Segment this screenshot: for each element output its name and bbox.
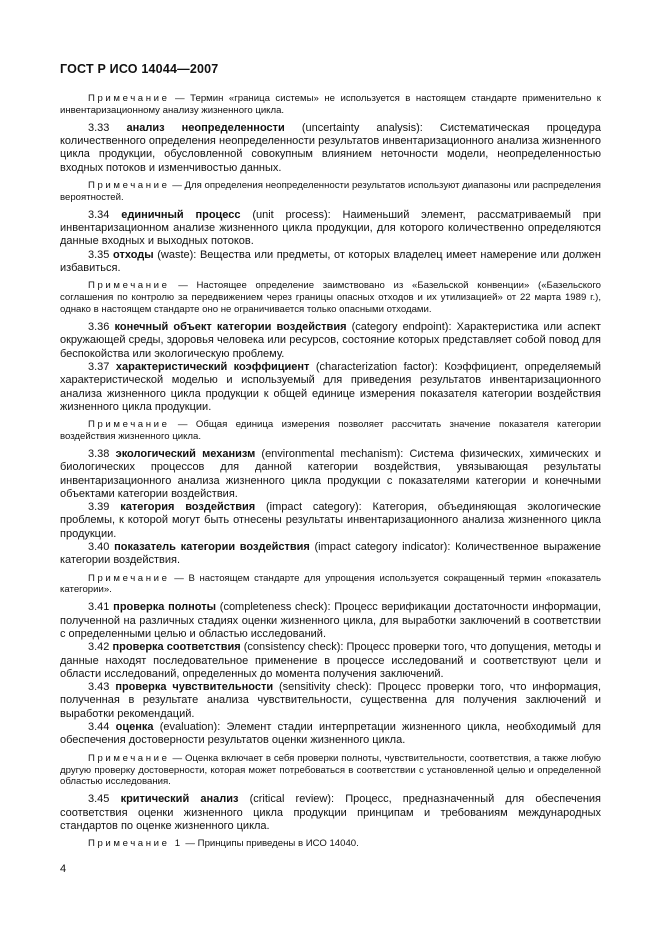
- note-dash: —: [185, 838, 195, 850]
- note-dash: —: [178, 280, 188, 292]
- term-definition-paragraph: [60, 249, 601, 276]
- term-english-equivalent: (uncertainty analysis):: [301, 121, 423, 134]
- term-definition-paragraph: [60, 601, 601, 641]
- note-label: Примечание: [88, 572, 170, 584]
- term-english-equivalent: (impact category indicator):: [314, 540, 451, 553]
- term-english-equivalent: (waste):: [157, 248, 197, 261]
- term-english-equivalent: (evaluation):: [159, 721, 221, 734]
- note-label: Примечание: [88, 280, 170, 292]
- note-text: Принципы приведены в ИСО 14040.: [197, 838, 359, 850]
- term-number: 3.40: [88, 540, 110, 553]
- note-dash: —: [174, 572, 184, 584]
- note-text: Настоящее определение заимствовано из «Базельской конвенции» («Базельского соглашения по контролю за передвижением через границы опасных отходов и их утилизацией» от 22 марта 1989 г.), однако в настоящем стандарте оно не ограничивается только опасными отходами.: [60, 280, 602, 316]
- term-english-equivalent: (impact category):: [265, 501, 362, 514]
- term-title: анализ неопределенности: [126, 121, 285, 134]
- term-title: оценка: [115, 721, 154, 734]
- note-dash: —: [177, 419, 188, 431]
- note-dash: —: [175, 93, 185, 104]
- term-number: 3.43: [88, 681, 110, 694]
- term-definition-paragraph: [60, 681, 601, 721]
- term-title: категория воздействия: [120, 501, 256, 514]
- note-text: Оценка включает в себя проверки полноты, чувствительности, соответствия, а также любую другую проверку достоверности, которая может потребоваться в соответствии с установленной целью и определенной областью исследования.: [60, 752, 601, 788]
- term-title: экологический механизм: [115, 447, 256, 460]
- term-number: 3.45: [88, 793, 110, 806]
- term-number: 3.35: [88, 248, 110, 261]
- term-number: 3.36: [88, 321, 110, 334]
- note-text: В настоящем стандарте для упрощения используется сокращенный термин «показатель категории».: [60, 572, 601, 596]
- term-title: характеристический коэффициент: [115, 360, 310, 373]
- term-number: 3.37: [88, 360, 110, 373]
- term-english-equivalent: (environmental mechanism):: [261, 447, 404, 460]
- term-number: 3.33: [88, 121, 110, 134]
- term-definition-text: Систематическая процедура количественного определения неопределенности результатов инвентаризационного анализа жизненного цикла продукции, обусловленной совокупным влиянием неточности модели, неопределенностью входных потоков и изменчивостью данных.: [60, 121, 601, 174]
- term-definition-paragraph: [60, 321, 601, 361]
- term-definition-text: Процесс проверки того, что допущения, методы и данные находят последовательное применение в процессе исследований и соответствуют цели и области исследований, определенных до момента получения заключений.: [60, 641, 602, 680]
- note-label: Примечание: [88, 752, 170, 764]
- document-header: ГОСТ Р ИСО 14044—2007: [60, 62, 219, 76]
- term-definition-text: Элемент стадии интерпретации жизненного цикла, необходимый для обеспечения достоверности результатов оценки жизненного цикла.: [60, 721, 602, 747]
- note-paragraph: [60, 280, 601, 316]
- term-english-equivalent: (critical review):: [249, 793, 335, 806]
- term-english-equivalent: (characterization factor):: [315, 360, 438, 373]
- term-definition-text: Категория, объединяющая экологические проблемы, к которой могут быть отнесены результаты инвентаризационного анализа жизненного цикла продукции.: [60, 501, 602, 540]
- note-label: Примечание: [88, 180, 170, 191]
- note-label: Примечание 1: [88, 838, 183, 850]
- term-title: единичный процесс: [121, 208, 241, 221]
- term-definition-text: Вещества или предметы, от которых владелец имеет намерение или должен избавиться.: [60, 248, 601, 274]
- term-english-equivalent: (category endpoint):: [351, 321, 452, 334]
- term-definition-paragraph: [60, 793, 601, 833]
- note-paragraph: [60, 838, 601, 850]
- term-number: 3.38: [88, 447, 110, 460]
- term-definition-text: Процесс проверки того, что информация, полученная в результате анализа чувствительности, существенна для получения заключений и выработки рекомендаций.: [60, 681, 602, 720]
- page-number: 4: [60, 863, 67, 876]
- term-title: показатель категории воздействия: [114, 540, 310, 553]
- term-definition-text: Коэффициент, определяемый характеристической моделью и используемый для приведения результатов инвентаризационного анализа жизненного цикла продукции к общей единице измерения показателя категории воздействия жизненного цикла продукции.: [60, 360, 602, 413]
- note-text: Общая единица измерения позволяет рассчитать значение показателя категории воздействия жизненного цикла.: [60, 419, 601, 442]
- term-english-equivalent: (completeness check):: [219, 601, 331, 614]
- term-number: 3.34: [88, 208, 110, 221]
- note-paragraph: [60, 93, 601, 117]
- term-definition-text: Процесс, предназначенный для обеспечения соответствия оценки жизненного цикла продукции принципам и требованиям международных стандартов по оценке жизненного цикла.: [60, 793, 601, 832]
- term-title: проверка чувствительности: [115, 681, 274, 694]
- term-definition-paragraph: [60, 721, 601, 748]
- term-title: отходы: [113, 248, 154, 261]
- note-text: Термин «граница системы» не используется в настоящем стандарте применительно к инвентаризационному анализу жизненного цикла.: [60, 93, 601, 116]
- term-number: 3.44: [88, 721, 110, 734]
- term-definition-paragraph: [60, 209, 601, 249]
- term-title: проверка соответствия: [112, 641, 241, 654]
- note-dash: —: [172, 752, 183, 764]
- note-dash: —: [172, 180, 182, 191]
- note-paragraph: [60, 419, 601, 443]
- term-definition-text: Процесс верификации достаточности информации, полученной на различных стадиях оценки жизненного цикла, для выработки заключений в соответствии с определенными целью и областью исследований.: [60, 601, 602, 640]
- term-english-equivalent: (sensitivity check):: [279, 681, 372, 694]
- term-definition-paragraph: [60, 361, 601, 414]
- term-definition-paragraph: [60, 641, 601, 681]
- note-paragraph: [60, 573, 601, 597]
- term-definition-text: Наименьший элемент, рассматриваемый при инвентаризационном анализе жизненного цикла продукции, для которого количественно определяются данные входных и выходных потоков.: [60, 208, 601, 248]
- term-title: критический анализ: [120, 793, 239, 806]
- term-definition-text: Система физических, химических и биологических процессов для данной категории воздействия, увязывающая результаты инвентаризационного анализа жизненного цикла продукции с показателями категории и конечными объектами категории воздействия.: [60, 447, 601, 500]
- term-definition-paragraph: [60, 501, 601, 541]
- document-body: [60, 93, 601, 850]
- note-label: Примечание: [88, 93, 170, 104]
- term-title: проверка полноты: [113, 601, 217, 614]
- note-paragraph: [60, 753, 601, 789]
- term-definition-paragraph: [60, 541, 601, 568]
- term-definition-paragraph: [60, 122, 601, 175]
- term-title: конечный объект категории воздействия: [114, 321, 347, 334]
- note-paragraph: [60, 180, 601, 204]
- term-english-equivalent: (consistency check):: [243, 641, 344, 654]
- term-number: 3.42: [88, 641, 110, 654]
- term-english-equivalent: (unit process):: [252, 208, 331, 221]
- note-label: Примечание: [88, 419, 170, 431]
- term-number: 3.39: [88, 501, 110, 514]
- term-definition-paragraph: [60, 448, 601, 501]
- term-definition-text: Характеристика или аспект окружающей среды, здоровья человека или ресурсов, состояние которых представляет собой повод для беспокойства или экологическую проблему.: [60, 321, 601, 360]
- term-definition-text: Количественное выражение категории воздействия.: [60, 540, 601, 567]
- term-number: 3.41: [88, 601, 110, 614]
- note-text: Для определения неопределенности результатов используют диапазоны или распределения вероятностей.: [60, 180, 601, 203]
